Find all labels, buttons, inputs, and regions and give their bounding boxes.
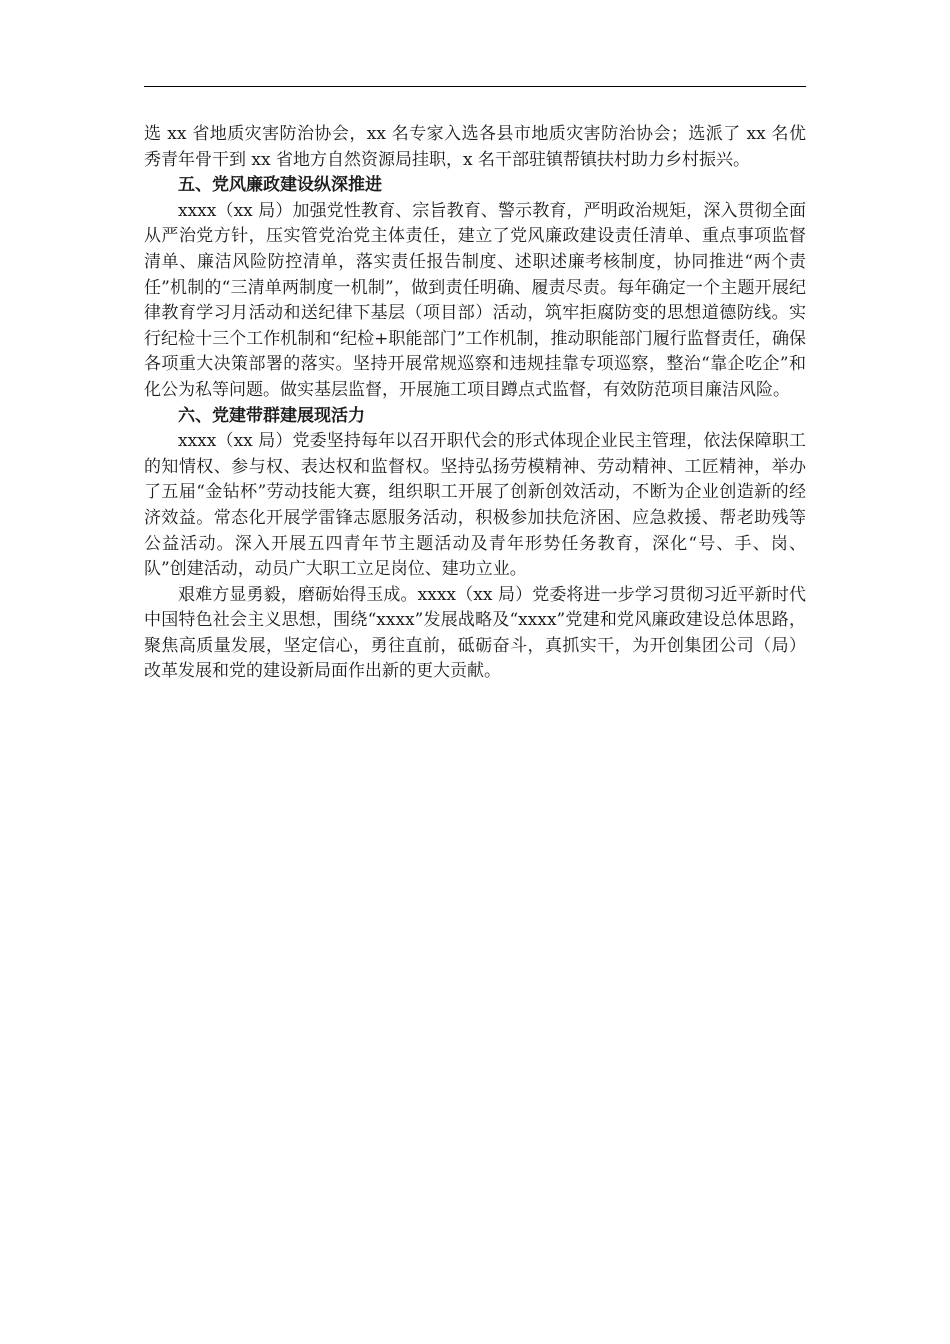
- paragraph-continued: 选 xx 省地质灾害防治协会，xx 名专家入选各县市地质灾害防治协会；选派了 xx 名优秀青年骨干到 xx 省地方自然资源局挂职，x 名干部驻镇帮镇扶村助力乡村振兴。: [144, 124, 806, 170]
- paragraph-mass-organizations: xxxx（xx 局）党委坚持每年以召开职代会的形式体现企业民主管理，依法保障职工的知情权、参与权、表达权和监督权。坚持弘扬劳模精神、劳动精神、工匠精神，举办了五届“金钻杯”劳动技能大赛，组织职工开展了创新创效活动，不断为企业创造新的经济效益。常态化开展学雷锋志愿服务活动，积极参加扶危济困、应急救援、帮老助残等公益活动。深入开展五四青年节主题活动及青年形势任务教育，深化“号、手、岗、队”创建活动，动员广大职工立足岗位、建功立业。: [144, 431, 806, 580]
- paragraph-conclusion: 艰难方显勇毅，磨砺始得玉成。xxxx（xx 局）党委将进一步学习贯彻习近平新时代中国特色社会主义思想，围绕“xxxx”发展战略及“xxxx”党建和党风廉政建设总体思路，聚焦高质量发展，坚定信心，勇往直前，砥砺奋斗，真抓实干，为开创集团公司（局）改革发展和党的建设新局面作出新的更大贡献。: [144, 584, 806, 682]
- paragraph-party-conduct: xxxx（xx 局）加强党性教育、宗旨教育、警示教育，严明政治规矩，深入贯彻全面从严治党方针，压实管党治党主体责任，建立了党风廉政建设责任清单、重点事项监督清单、廉洁风险防控清单，落实责任报告制度、述职述廉考核制度，协同推进“两个责任”机制的“三清单两制度一机制”，做到责任明确、履责尽责。每年确定一个主题开展纪律教育学习月活动和送纪律下基层（项目部）活动，筑牢拒腐防变的思想道德防线。实行纪检十三个工作机制和“纪检+职能部门”工作机制，推动职能部门履行监督责任，确保各项重大决策部署的落实。坚持开展常规巡察和违规挂靠专项巡察，整治“靠企吃企”和化公为私等问题。做实基层监督，开展施工项目蹲点式监督，有效防范项目廉洁风险。: [144, 200, 806, 400]
- document-body: [144, 122, 806, 685]
- section-heading-6: 六、党建带群建展现活力: [178, 405, 365, 426]
- section-heading-5: 五、党风廉政建设纵深推进: [178, 175, 382, 196]
- header-rule: [144, 86, 806, 87]
